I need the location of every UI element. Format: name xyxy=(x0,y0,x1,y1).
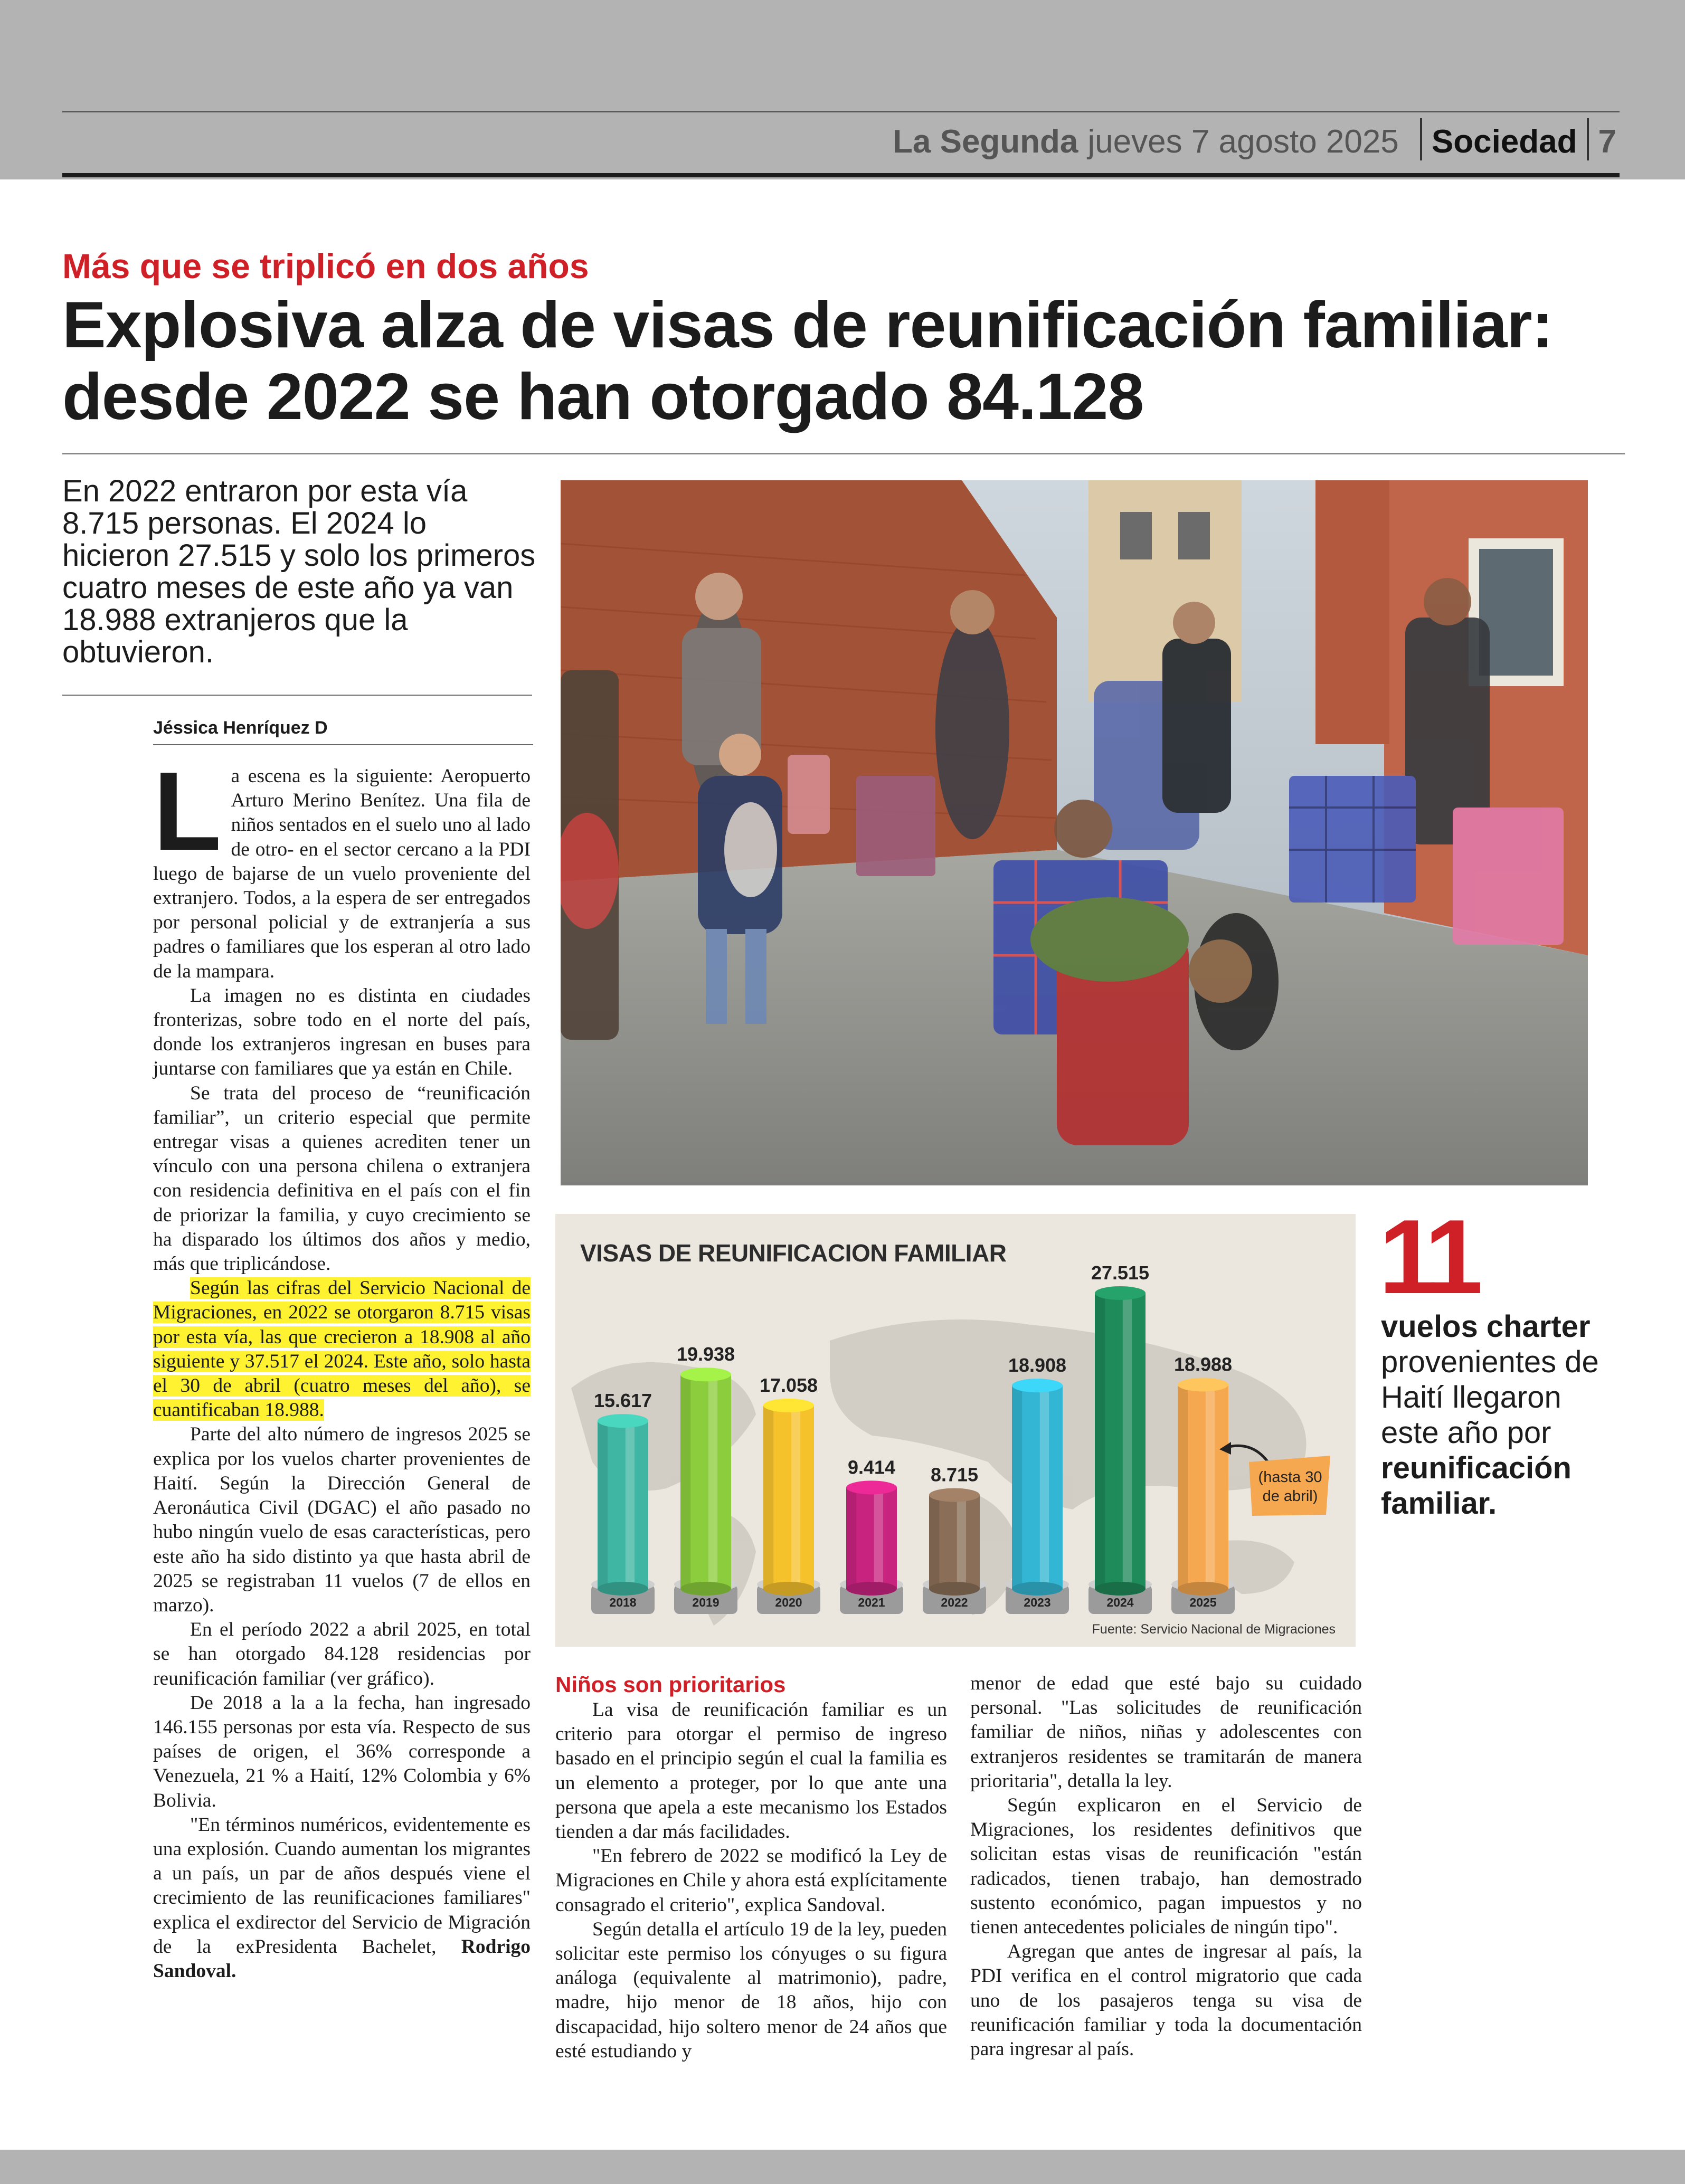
bar-highlight xyxy=(874,1487,883,1589)
bar-year-label: 2020 xyxy=(775,1596,802,1609)
article-column-1 xyxy=(153,748,531,1983)
bar-2025 xyxy=(1171,1354,1235,1614)
visas-chart xyxy=(555,1214,1356,1647)
newspaper-name: La Segunda xyxy=(893,124,1078,160)
photo-illustration xyxy=(561,480,1588,1185)
article-photo xyxy=(561,480,1588,1185)
bar-highlight xyxy=(626,1421,635,1589)
section-subhead: Niños son prioritarios xyxy=(555,1672,786,1697)
bar-highlight xyxy=(1040,1385,1049,1589)
quoted-person: Rodrigo Sandoval. xyxy=(153,1935,531,1982)
bar-shadow xyxy=(846,1487,856,1589)
paragraph: De 2018 a la a la fecha, han ingresado 146.155 personas por esta vía. Respecto de sus países de origen, el 36% corresponde a Venezuela, 21 % a Haití, 12% Colombia y 6% Bolivia. xyxy=(153,1692,531,1811)
bar-value-label: 27.515 xyxy=(1091,1262,1150,1284)
kicker: Más que se triplicó en dos años xyxy=(62,246,589,286)
paragraph: Según explicaron en el Servicio de Migraciones, los residentes definitivos que solicitan estas visas de reunificación "están radicados, tienen trabajo, han demostrado sustento económico, pagan impuestos y no tienen antecedentes policiales de ningún tipo". xyxy=(970,1794,1362,1939)
bar-top xyxy=(1095,1286,1146,1300)
bar-year-label: 2024 xyxy=(1106,1596,1134,1609)
bar-year-label: 2021 xyxy=(858,1596,885,1609)
bar-bottom xyxy=(763,1582,814,1596)
page-header xyxy=(893,118,1616,160)
bar-2024 xyxy=(1088,1262,1152,1614)
bar-value-label: 17.058 xyxy=(759,1374,818,1396)
paragraph-highlighted xyxy=(153,1276,531,1422)
bar-2022 xyxy=(923,1464,986,1614)
paragraph: La visa de reunificación familiar es un criterio para otorgar el permiso de ingreso basado en el principio según el cual la familia es un elemento a proteger, por lo que ante una persona que apela a este mecanismo los Estados tienden a dar más facilidades. xyxy=(555,1699,947,1843)
paragraph: Agregan que antes de ingresar al país, la PDI verifica en el control migratorio que cada uno de los pasajeros tenga su visa de reunificación familiar y toda la documentación para ingresar al país. xyxy=(970,1941,1362,2060)
bar-2019 xyxy=(674,1343,737,1614)
bar-2021 xyxy=(840,1456,903,1614)
paragraph: menor de edad que esté bajo su cuidado personal. "Las solicitudes de reunificación familiar de niños, niñas y adolescentes con extranjeros residentes se tramitarán de manera prioritaria", detalla la ley. xyxy=(970,1673,1362,1792)
bar-value-label: 15.617 xyxy=(593,1390,652,1412)
bar-top xyxy=(1012,1379,1063,1392)
byline-rule xyxy=(153,744,533,745)
bar-bottom xyxy=(1012,1582,1063,1596)
bar-highlight xyxy=(791,1406,800,1589)
highlight: Según las cifras del Servicio Nacional de Migraciones, en 2022 se otorgaron 8.715 visas por esta vía, las que crecieron a 18.908 al año siguiente y 37.517 el 2024. Este año, solo hasta el 30 de abril (cuatro meses del año), se cuantificaban 18.988. xyxy=(153,1277,531,1421)
bar-value-label: 18.988 xyxy=(1173,1353,1233,1375)
bar-highlight xyxy=(957,1495,966,1589)
bar-2020 xyxy=(757,1374,820,1614)
header-rule-top xyxy=(62,111,1620,112)
bar-top xyxy=(598,1414,648,1428)
sidebar-text xyxy=(1381,1309,1624,1521)
paragraph: Según detalla el artículo 19 de la ley, pueden solicitar este permiso los cónyuges o su figura análoga (equivalente al matrimonio), padre, madre, hijo menor de 18 años, hijo con discapacidad, hijo soltero menor de 24 años que esté estudiando y xyxy=(555,1918,947,2062)
headline: Explosiva alza de visas de reunificación familiar: desde 2022 se han otorgado 84.128 xyxy=(62,289,1553,433)
bar-top xyxy=(846,1480,897,1494)
bar-shadow xyxy=(598,1421,608,1589)
section-name: Sociedad xyxy=(1431,124,1577,160)
dek-rule xyxy=(62,695,532,696)
bar-year-label: 2023 xyxy=(1024,1596,1051,1609)
bar-value-label: 19.938 xyxy=(676,1343,735,1365)
chart-source: Fuente: Servicio Nacional de Migraciones xyxy=(1092,1622,1336,1637)
bar-top xyxy=(1178,1378,1228,1392)
bottom-band xyxy=(0,2150,1685,2184)
bar-shadow xyxy=(1178,1385,1188,1589)
bar-2018 xyxy=(591,1390,655,1614)
paragraph: La imagen no es distinta en ciudades fronterizas, sobre todo en el norte del país, donde los extranjeros ingresan en buses para juntarse con familiares que ya están en Chile. xyxy=(153,984,531,1080)
issue-date: jueves 7 agosto 2025 xyxy=(1087,124,1399,160)
header-divider xyxy=(1420,118,1422,160)
bar-highlight xyxy=(708,1374,717,1589)
dek: En 2022 entraron por esta vía 8.715 personas. El 2024 lo hicieron 27.515 y solo los primeros cuatro meses de este año ya van 18.988 extranjeros que la obtuvieron. xyxy=(62,474,536,669)
bar-bottom xyxy=(1095,1582,1146,1596)
bar-bottom xyxy=(846,1582,897,1596)
bar-bottom xyxy=(680,1582,731,1596)
article-column-2 xyxy=(555,1698,947,2064)
bar-value-label: 9.414 xyxy=(847,1456,896,1478)
bar-shadow xyxy=(929,1495,939,1589)
chart-title: VISAS DE REUNIFICACION FAMILIAR xyxy=(580,1239,1007,1267)
paragraph: En el período 2022 a abril 2025, en total se han otorgado 84.128 residencias por reunificación familiar (ver gráfico). xyxy=(153,1619,531,1689)
annotation-line-2: de abril) xyxy=(1262,1488,1318,1505)
sidebar-text-bold-1: vuelos charter xyxy=(1381,1309,1591,1344)
bar-year-label: 2018 xyxy=(609,1596,637,1609)
paragraph: Parte del alto número de ingresos 2025 se explica por los vuelos charter provenientes de Haití. Según la Dirección General de Aeronáutica Civil (DGAC) el año pasado no hubo ningún vuelo de esas características, pero este año ha sido distinto ya que hasta abril de 2025 se registraban 11 vuelos (7 de ellos en marzo). xyxy=(153,1423,531,1616)
paragraph: "En febrero de 2022 se modificó la Ley de Migraciones en Chile y ahora está explícitamente consagrado el criterio", explica Sandoval. xyxy=(555,1845,947,1916)
byline: Jéssica Henríquez D xyxy=(153,718,328,738)
bar-shadow xyxy=(1012,1385,1022,1589)
chart-svg xyxy=(555,1214,1356,1647)
bar-bottom xyxy=(1178,1582,1228,1596)
bar-shadow xyxy=(763,1406,773,1589)
sidebar-text-bold-2: reunificación familiar. xyxy=(1381,1451,1572,1521)
paragraph: La escena es la siguiente: Aeropuerto Arturo Merino Benítez. Una fila de niños sentados en el suelo uno al lado de otro- en el sector cercano a la PDI luego de bajarse de un vuelo proveniente del extranjero. Todos, a la espera de ser entregados por personal policial y de extranjería a sus padres o familiares que los esperan al otro lado de la mampara. xyxy=(153,748,531,982)
headline-rule xyxy=(62,453,1625,454)
paragraph: "En términos numéricos, evidentemente es una explosión. Cuando aumentan los migrantes a un país, un par de años después viene el crecimiento de las reunificaciones familiares" explica el exdirector del Servicio de Migración de la exPresidenta Bachelet, Rodrigo Sandoval. xyxy=(153,1813,531,1982)
bar-top xyxy=(680,1368,731,1381)
drop-cap: L xyxy=(153,748,222,873)
annotation-tag xyxy=(1249,1456,1330,1516)
article-column-3 xyxy=(970,1672,1362,2062)
bar-year-label: 2025 xyxy=(1189,1596,1217,1609)
paragraph: Se trata del proceso de “reunificación familiar”, un criterio especial que permite entregar visas a quienes acrediten tener un vínculo con una persona chilena o extranjera con residencia definitiva en el país con el fin de priorizar la familia, y cuyo crecimiento se ha disparado los últimos dos años y medio, más que triplicándose. xyxy=(153,1082,531,1275)
bar-top xyxy=(929,1488,980,1502)
annotation-line-1: (hasta 30 xyxy=(1258,1469,1322,1486)
bar-value-label: 18.908 xyxy=(1008,1354,1067,1376)
bar-shadow xyxy=(1095,1293,1105,1589)
bar-value-label: 8.715 xyxy=(930,1464,979,1486)
bar-year-label: 2019 xyxy=(692,1596,720,1609)
page-number: 7 xyxy=(1598,124,1616,160)
bar-highlight xyxy=(1206,1385,1215,1589)
bar-shadow xyxy=(680,1374,690,1589)
bar-bottom xyxy=(598,1582,648,1596)
header-divider xyxy=(1587,118,1589,160)
sidebar-number: 11 xyxy=(1379,1198,1476,1316)
bar-top xyxy=(763,1399,814,1412)
bar-2023 xyxy=(1006,1354,1069,1614)
bar-highlight xyxy=(1123,1293,1132,1589)
sidebar-text-mid: provenientes de Haití llegaron este año por xyxy=(1381,1345,1599,1450)
header-rule-bottom xyxy=(62,173,1620,177)
bar-year-label: 2022 xyxy=(941,1596,968,1609)
bar-bottom xyxy=(929,1582,980,1596)
